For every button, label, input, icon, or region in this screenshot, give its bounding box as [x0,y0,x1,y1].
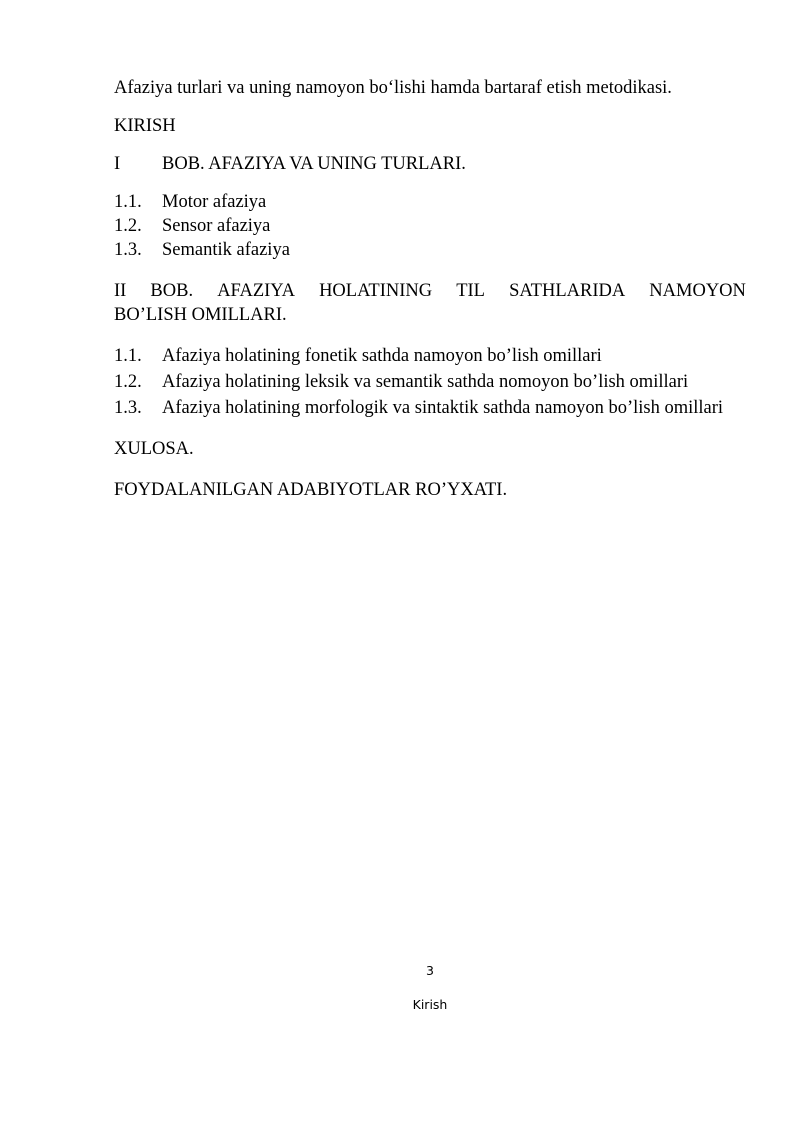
toc-item-number: 1.1. [114,346,142,366]
toc-item-title: Sensor afaziya [162,216,271,236]
toc-item [114,370,688,394]
toc-item-title: Motor afaziya [162,192,267,212]
toc-item-number: 1.2. [114,372,142,392]
toc-item-title: Afaziya holatining leksik va semantik sathda nomoyon bo’lish omillari [162,372,689,392]
references-heading: FOYDALANILGAN ADABIYOTLAR RO’YXATI. [114,480,508,500]
toc-item [114,344,602,368]
chapter2-title-word: AFAZIYA [217,281,295,301]
chapter2-title-word: SATHLARIDA [509,281,626,301]
chapter2-title-word: TIL [456,281,485,301]
chapter1-title: BOB. AFAZIYA VA UNING TURLARI. [162,154,466,174]
toc-item-number: 1.3. [114,398,142,418]
chapter1-heading [114,152,466,176]
toc-item [114,214,270,238]
toc-item [114,238,290,262]
toc-item [114,190,266,214]
chapter2-number: II [114,281,127,301]
toc-item [114,396,723,420]
page-number: 3 [426,963,434,978]
intro-heading: KIRISH [114,116,176,136]
chapter1-number: I [114,154,121,174]
chapter2-title-word: HOLATINING [319,281,433,301]
chapter2-title-word: NAMOYON [649,281,746,301]
footer-running-text: Kirish [412,997,448,1012]
toc-item-title: Afaziya holatining fonetik sathda namoyon bo’lish omillari [162,346,602,366]
toc-item-number: 1.1. [114,192,142,212]
toc-item-number: 1.3. [114,240,142,260]
conclusion-heading: XULOSA. [114,439,194,459]
chapter2-heading-line2: BO’LISH OMILLARI. [114,305,287,325]
chapter2-heading [114,279,746,327]
toc-item-title: Afaziya holatining morfologik va sintaktik sathda namoyon bo’lish omillari [162,398,724,418]
chapter2-heading-line1 [114,279,746,303]
toc-item-title: Semantik afaziya [162,240,290,260]
toc-item-number: 1.2. [114,216,142,236]
chapter2-title-word: BOB. [150,281,194,301]
document-title: Afaziya turlari va uning namoyon bo‘lishi hamda bartaraf etish metodikasi. [114,78,672,98]
